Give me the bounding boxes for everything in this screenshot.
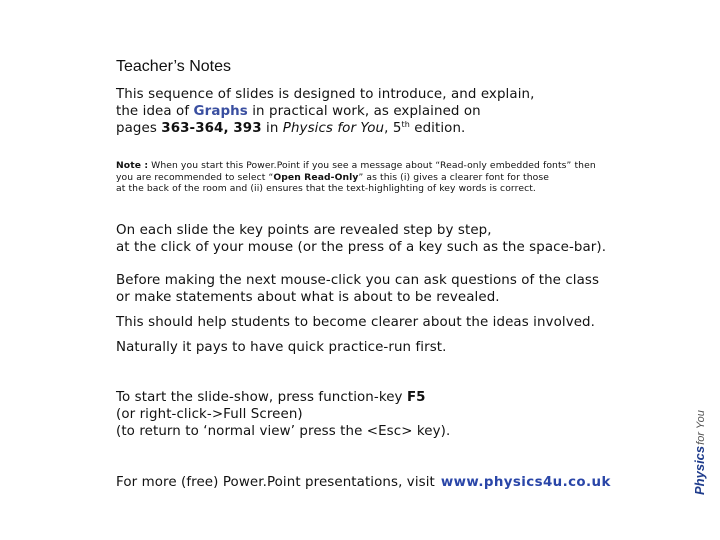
- before-paragraph: [116, 272, 599, 306]
- open-read-only-highlight: Open Read-Only: [273, 171, 359, 183]
- note-text: When you start this Power.Point if you see a message about “Read-only embedded fonts” then: [148, 160, 596, 171]
- should-paragraph: This should help students to become clearer about the ideas involved.: [116, 315, 596, 330]
- note-label: Note :: [116, 160, 149, 171]
- ordinal-suffix: th: [401, 120, 410, 129]
- intro-line-1: This sequence of slides is designed to introduce, and explain,: [116, 87, 535, 102]
- note-text: you are recommended to select “: [116, 171, 274, 183]
- note-line-2: [116, 172, 596, 184]
- book-title: Physics for You: [282, 121, 385, 136]
- more-paragraph: [116, 474, 611, 491]
- naturally-paragraph: Naturally it pays to have quick practice-run first.: [116, 340, 447, 355]
- start-line-2: (or right-click->Full Screen): [116, 407, 303, 422]
- page-numbers: 363-364, 393: [161, 121, 262, 136]
- start-line-1: [116, 389, 450, 406]
- note-paragraph: [116, 160, 596, 195]
- intro-text: pages: [116, 121, 162, 136]
- intro-text: edition.: [409, 121, 466, 136]
- steps-line-2: at the click of your mouse (or the press of a key such as the space-bar).: [116, 240, 607, 255]
- intro-line-2: [116, 103, 534, 120]
- note-text: ” as this (i) gives a clearer font for those: [358, 171, 550, 183]
- start-paragraph: [116, 389, 450, 440]
- more-text: For more (free) Power.Point presentations, visit: [116, 475, 435, 490]
- intro-text: in: [261, 121, 283, 136]
- steps-line-1: On each slide the key points are revealed step by step,: [116, 223, 492, 238]
- physics-for-you-logo: [692, 410, 707, 495]
- note-line-3: at the back of the room and (ii) ensures that the text-highlighting of key words is correct.: [116, 183, 536, 195]
- logo-for-you: for You: [695, 410, 707, 445]
- page-title: Teacher’s Notes: [116, 58, 232, 75]
- start-line-3: (to return to ‘normal view’ press the <Esc> key).: [116, 424, 451, 439]
- keyword-graphs: Graphs: [193, 104, 248, 119]
- before-line-2: or make statements about what is about to be revealed.: [116, 290, 500, 305]
- intro-text: the idea of: [116, 104, 194, 119]
- before-line-1: Before making the next mouse-click you can ask questions of the class: [116, 273, 600, 288]
- website-link[interactable]: www.physics4u.co.uk: [440, 475, 611, 490]
- intro-paragraph: [116, 86, 534, 137]
- note-line-1: [116, 160, 596, 172]
- intro-line-3: [116, 120, 534, 137]
- intro-text: , 5: [384, 121, 402, 136]
- steps-paragraph: [116, 222, 606, 256]
- start-text: To start the slide-show, press function-key: [116, 390, 407, 405]
- logo-physics: Physics: [692, 445, 707, 495]
- f5-key: F5: [406, 390, 426, 405]
- intro-text: in practical work, as explained on: [247, 104, 481, 119]
